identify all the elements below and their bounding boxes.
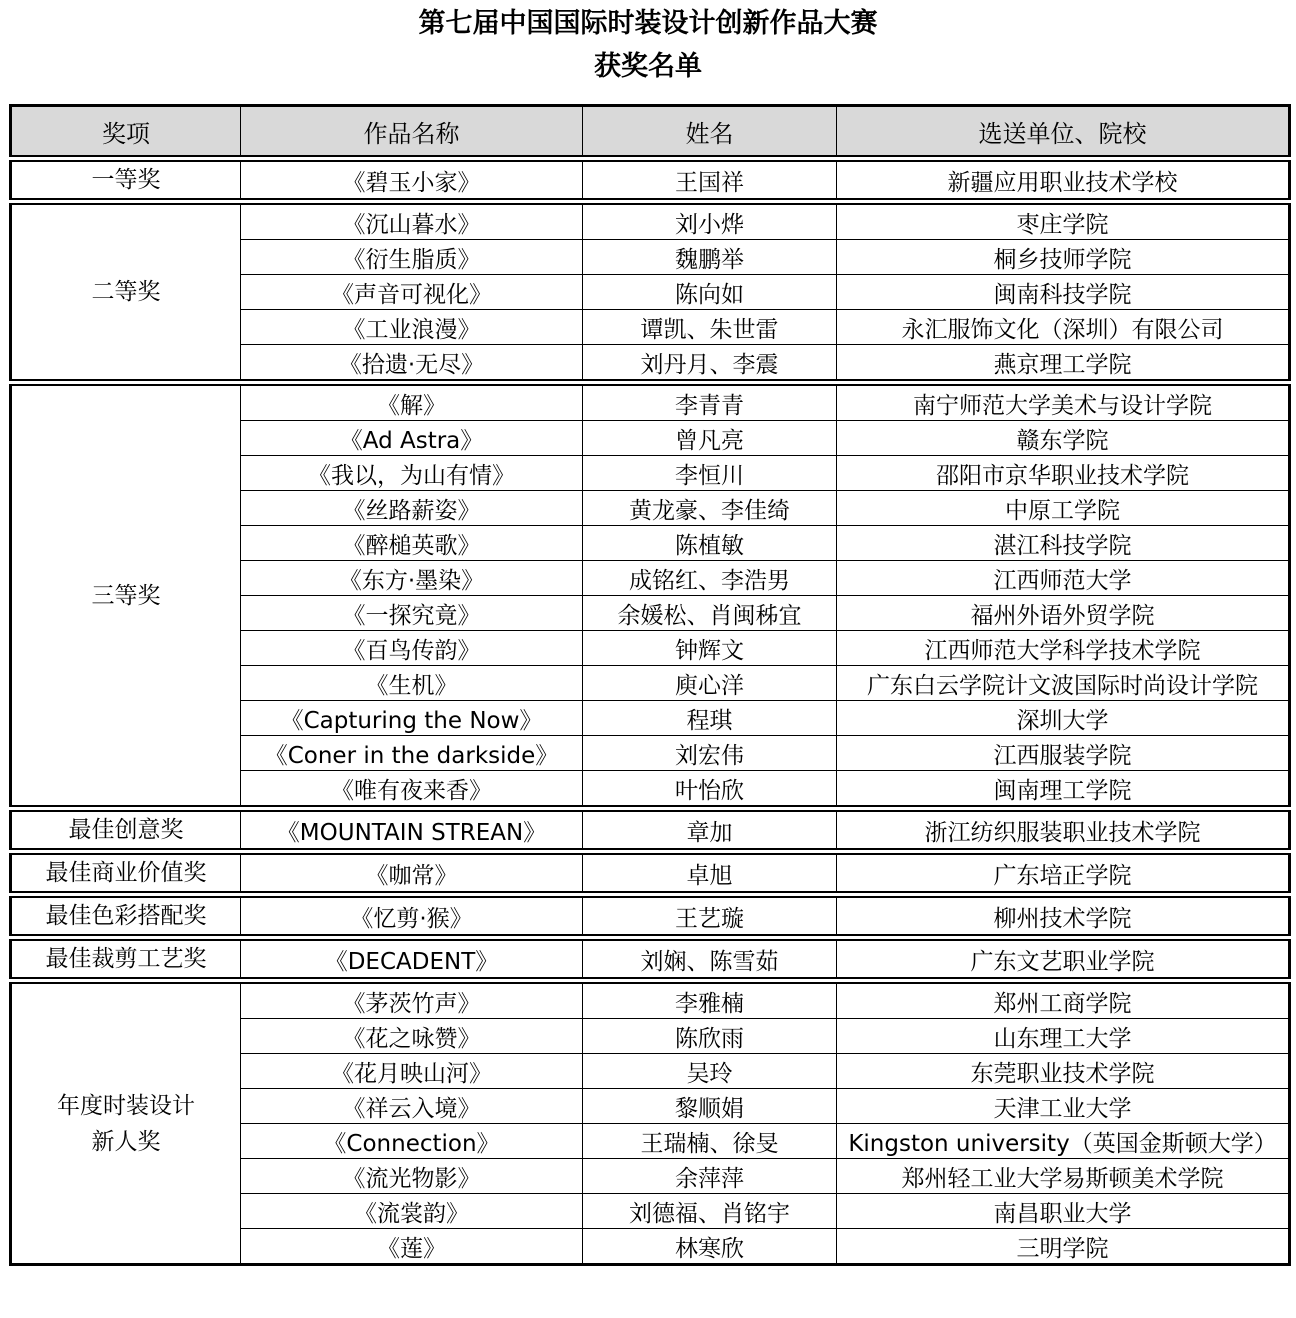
school-unit: 赣东学院 bbox=[837, 421, 1290, 456]
work-title: 《百鸟传韵》 bbox=[241, 631, 583, 666]
winner-name: 吴玲 bbox=[583, 1054, 837, 1089]
winner-name: 陈向如 bbox=[583, 275, 837, 310]
work-title: 《MOUNTAIN STREAN》 bbox=[241, 809, 583, 852]
work-title: 《茅茨竹声》 bbox=[241, 981, 583, 1019]
school-unit: 新疆应用职业技术学校 bbox=[837, 159, 1290, 202]
work-title: 《我以，为山有情》 bbox=[241, 456, 583, 491]
award-category: 最佳创意奖 bbox=[11, 809, 241, 852]
table-row bbox=[11, 981, 1290, 1019]
table-row bbox=[11, 202, 1290, 240]
winner-name: 曾凡亮 bbox=[583, 421, 837, 456]
column-header-work: 作品名称 bbox=[241, 106, 583, 159]
award-group bbox=[11, 852, 1290, 895]
winner-name: 刘德福、肖铭宇 bbox=[583, 1194, 837, 1229]
school-unit: 闽南理工学院 bbox=[837, 771, 1290, 809]
school-unit: 山东理工大学 bbox=[837, 1019, 1290, 1054]
winner-name: 王国祥 bbox=[583, 159, 837, 202]
winner-name: 刘小烨 bbox=[583, 202, 837, 240]
award-category: 一等奖 bbox=[11, 159, 241, 202]
work-title: 《Capturing the Now》 bbox=[241, 701, 583, 736]
winner-name: 林寒欣 bbox=[583, 1229, 837, 1265]
work-title: 《花之咏赞》 bbox=[241, 1019, 583, 1054]
work-title: 《拾遗·无尽》 bbox=[241, 345, 583, 383]
school-unit: 永汇服饰文化（深圳）有限公司 bbox=[837, 310, 1290, 345]
work-title: 《一探究竟》 bbox=[241, 596, 583, 631]
table-row bbox=[11, 383, 1290, 421]
winner-name: 李雅楠 bbox=[583, 981, 837, 1019]
award-group bbox=[11, 383, 1290, 809]
winner-name: 章加 bbox=[583, 809, 837, 852]
work-title: 《忆剪·猴》 bbox=[241, 895, 583, 938]
award-category: 三等奖 bbox=[11, 383, 241, 809]
work-title: 《流光物影》 bbox=[241, 1159, 583, 1194]
award-group bbox=[11, 202, 1290, 383]
winner-name: 卓旭 bbox=[583, 852, 837, 895]
award-category: 最佳裁剪工艺奖 bbox=[11, 938, 241, 981]
table-row bbox=[11, 938, 1290, 981]
school-unit: 中原工学院 bbox=[837, 491, 1290, 526]
winner-name: 魏鹏举 bbox=[583, 240, 837, 275]
award-group bbox=[11, 895, 1290, 938]
school-unit: 福州外语外贸学院 bbox=[837, 596, 1290, 631]
work-title: 《工业浪漫》 bbox=[241, 310, 583, 345]
school-unit: 广东培正学院 bbox=[837, 852, 1290, 895]
school-unit: 南宁师范大学美术与设计学院 bbox=[837, 383, 1290, 421]
winner-name: 成铭红、李浩男 bbox=[583, 561, 837, 596]
table-row bbox=[11, 852, 1290, 895]
school-unit: 江西师范大学 bbox=[837, 561, 1290, 596]
work-title: 《丝路薪姿》 bbox=[241, 491, 583, 526]
winner-name: 刘娴、陈雪茹 bbox=[583, 938, 837, 981]
winner-name: 刘宏伟 bbox=[583, 736, 837, 771]
winner-name: 李恒川 bbox=[583, 456, 837, 491]
award-group bbox=[11, 809, 1290, 852]
winner-name: 叶怡欣 bbox=[583, 771, 837, 809]
table-row bbox=[11, 159, 1290, 202]
school-unit: 柳州技术学院 bbox=[837, 895, 1290, 938]
winner-name: 黄龙豪、李佳绮 bbox=[583, 491, 837, 526]
award-category: 最佳色彩搭配奖 bbox=[11, 895, 241, 938]
winner-name: 谭凯、朱世雷 bbox=[583, 310, 837, 345]
work-title: 《Ad Astra》 bbox=[241, 421, 583, 456]
column-header-name: 姓名 bbox=[583, 106, 837, 159]
school-unit: 枣庄学院 bbox=[837, 202, 1290, 240]
winner-name: 钟辉文 bbox=[583, 631, 837, 666]
award-group bbox=[11, 981, 1290, 1265]
work-title: 《东方·墨染》 bbox=[241, 561, 583, 596]
school-unit: 郑州工商学院 bbox=[837, 981, 1290, 1019]
work-title: 《唯有夜来香》 bbox=[241, 771, 583, 809]
school-unit: 天津工业大学 bbox=[837, 1089, 1290, 1124]
school-unit: 江西服装学院 bbox=[837, 736, 1290, 771]
school-unit: 燕京理工学院 bbox=[837, 345, 1290, 383]
school-unit: 深圳大学 bbox=[837, 701, 1290, 736]
work-title: 《声音可视化》 bbox=[241, 275, 583, 310]
work-title: 《祥云入境》 bbox=[241, 1089, 583, 1124]
school-unit: 桐乡技师学院 bbox=[837, 240, 1290, 275]
column-header-unit: 选送单位、院校 bbox=[837, 106, 1290, 159]
header-row bbox=[11, 106, 1290, 159]
school-unit: 浙江纺织服装职业技术学院 bbox=[837, 809, 1290, 852]
school-unit: 广东文艺职业学院 bbox=[837, 938, 1290, 981]
award-category: 年度时装设计 新人奖 bbox=[11, 981, 241, 1265]
school-unit: 广东白云学院计文波国际时尚设计学院 bbox=[837, 666, 1290, 701]
work-title: 《生机》 bbox=[241, 666, 583, 701]
school-unit: 湛江科技学院 bbox=[837, 526, 1290, 561]
work-title: 《碧玉小家》 bbox=[241, 159, 583, 202]
school-unit: Kingston university（英国金斯顿大学） bbox=[837, 1124, 1290, 1159]
work-title: 《DECADENT》 bbox=[241, 938, 583, 981]
table-row bbox=[11, 895, 1290, 938]
school-unit: 东莞职业技术学院 bbox=[837, 1054, 1290, 1089]
winner-name: 余媛松、肖闽秭宜 bbox=[583, 596, 837, 631]
winner-name: 刘丹月、李震 bbox=[583, 345, 837, 383]
winner-name: 庾心洋 bbox=[583, 666, 837, 701]
school-unit: 江西师范大学科学技术学院 bbox=[837, 631, 1290, 666]
work-title: 《Coner in the darkside》 bbox=[241, 736, 583, 771]
award-group bbox=[11, 938, 1290, 981]
school-unit: 南昌职业大学 bbox=[837, 1194, 1290, 1229]
work-title: 《醉槌英歌》 bbox=[241, 526, 583, 561]
winner-name: 陈欣雨 bbox=[583, 1019, 837, 1054]
award-group bbox=[11, 159, 1290, 202]
column-header-award: 奖项 bbox=[11, 106, 241, 159]
winner-name: 程琪 bbox=[583, 701, 837, 736]
school-unit: 三明学院 bbox=[837, 1229, 1290, 1265]
work-title: 《衍生脂质》 bbox=[241, 240, 583, 275]
school-unit: 郑州轻工业大学易斯顿美术学院 bbox=[837, 1159, 1290, 1194]
work-title: 《沉山暮水》 bbox=[241, 202, 583, 240]
table-row bbox=[11, 809, 1290, 852]
winner-name: 余萍萍 bbox=[583, 1159, 837, 1194]
winner-name: 王瑞楠、徐旻 bbox=[583, 1124, 837, 1159]
work-title: 《咖常》 bbox=[241, 852, 583, 895]
winner-name: 王艺璇 bbox=[583, 895, 837, 938]
work-title: 《花月映山河》 bbox=[241, 1054, 583, 1089]
winner-name: 李青青 bbox=[583, 383, 837, 421]
award-category: 最佳商业价值奖 bbox=[11, 852, 241, 895]
school-unit: 闽南科技学院 bbox=[837, 275, 1290, 310]
work-title: 《莲》 bbox=[241, 1229, 583, 1265]
work-title: 《Connection》 bbox=[241, 1124, 583, 1159]
document-subtitle: 获奖名单 bbox=[594, 51, 702, 82]
school-unit: 邵阳市京华职业技术学院 bbox=[837, 456, 1290, 491]
document-title: 第七届中国国际时装设计创新作品大赛 bbox=[418, 8, 878, 39]
awards-table bbox=[9, 104, 1291, 1266]
winner-name: 黎顺娟 bbox=[583, 1089, 837, 1124]
work-title: 《解》 bbox=[241, 383, 583, 421]
winner-name: 陈植敏 bbox=[583, 526, 837, 561]
work-title: 《流裳韵》 bbox=[241, 1194, 583, 1229]
award-category: 二等奖 bbox=[11, 202, 241, 383]
